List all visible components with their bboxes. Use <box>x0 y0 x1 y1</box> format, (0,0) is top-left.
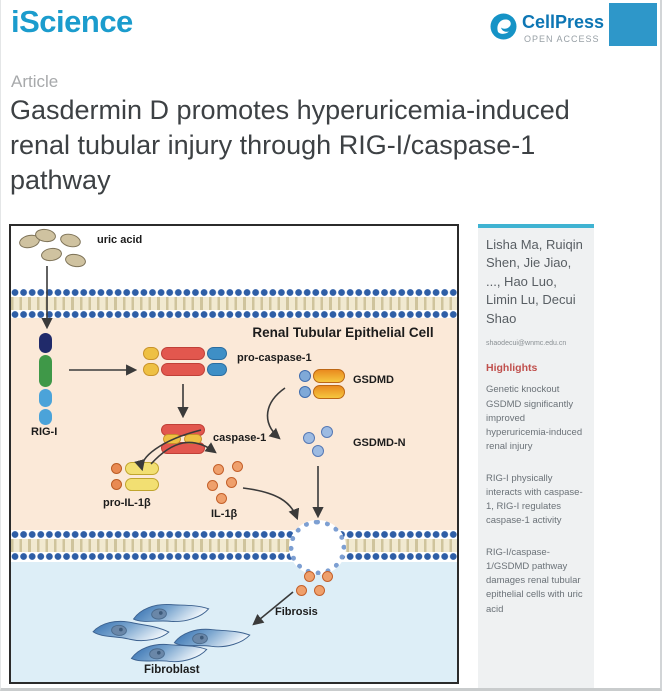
article-type-label: Article <box>11 72 59 91</box>
highlight-item: RIG-I physically interacts with caspase-1, RIG-I regulates caspase-1 activity <box>486 472 583 527</box>
pro-il-1b-label: pro-IL-1β <box>103 497 151 509</box>
gsdmd-label: GSDMD <box>353 374 394 386</box>
arrow-il-to-pore <box>243 488 297 518</box>
fibroblast-label: Fibroblast <box>144 664 200 676</box>
rig-i-label: RIG-I <box>31 426 58 438</box>
cellpress-logo[interactable] <box>490 13 604 44</box>
open-access-label: OPEN ACCESS <box>524 33 600 44</box>
journal-logo[interactable]: iScience <box>11 4 133 39</box>
arrows-overlay <box>11 226 457 682</box>
article-title: Gasdermin D promotes hyperuricemia-induced renal tubular injury through RIG-I/caspase-1 pathway <box>10 95 570 196</box>
fibrosis-label: Fibrosis <box>275 606 318 618</box>
arrow-gsdmd-to-gsdmdn <box>268 388 285 438</box>
cell-label: Renal Tubular Epithelial Cell <box>252 325 434 340</box>
highlight-item: RIG-I/caspase-1/GSDMD pathway damages renal tubular epithelial cells with uric acid <box>486 546 583 615</box>
sidebar-accent-bar <box>478 224 594 228</box>
arrow-caspase-to-proil <box>142 430 201 469</box>
highlight-item: Genetic knockout GSDMD significantly improved hyperuricemia-induced renal injury <box>486 384 583 453</box>
il-1b-label: IL-1β <box>211 508 238 520</box>
membrane-pore <box>289 520 346 575</box>
caspase-1-label: caspase-1 <box>213 432 267 444</box>
cellpress-wordmark: CellPress <box>522 12 605 32</box>
pro-caspase-1-label: pro-caspase-1 <box>237 352 312 364</box>
authors-sidebar <box>478 224 594 691</box>
corner-accent-square <box>609 3 657 46</box>
corresponding-email-link[interactable]: shaodecui@wnmc.edu.cn <box>486 340 567 348</box>
uric-acid-label: uric acid <box>97 234 143 246</box>
cellpress-logo-icon <box>490 13 517 40</box>
gsdmd-n-label: GSDMD-N <box>353 437 406 449</box>
highlights-title: Highlights <box>486 362 538 375</box>
graphical-abstract <box>9 224 459 684</box>
authors-list: Lisha Ma, Ruiqin Shen, Jie Jiao, ..., Hao Luo, Limin Lu, Decui Shao <box>486 237 583 326</box>
